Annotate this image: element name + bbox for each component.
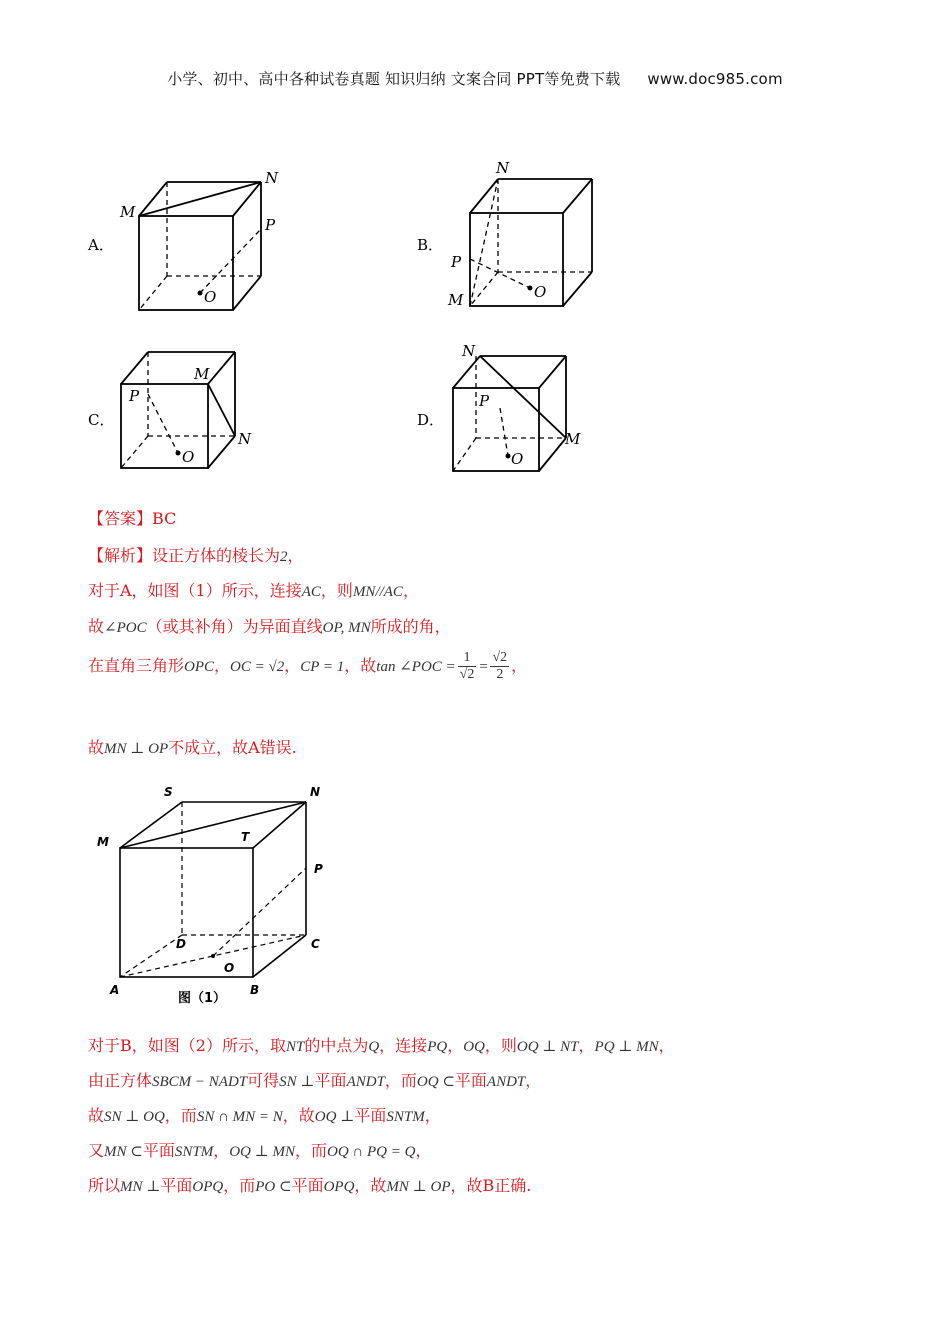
punct: ， (578, 1036, 595, 1055)
label-n-d: N (462, 342, 476, 360)
label-p: P (314, 862, 323, 876)
punct: ， (402, 581, 419, 600)
analysis-text: ，故B正确. (450, 1176, 532, 1195)
figure-1 (90, 775, 350, 1010)
partb-line-3 (88, 1103, 441, 1126)
analysis-text: 平面 (142, 1141, 175, 1160)
cube-figure-a (110, 165, 290, 315)
math-expr: MN ⊥ (120, 1179, 161, 1195)
label-n: N (310, 785, 321, 799)
punct: ， (511, 656, 528, 675)
label-s: S (164, 785, 173, 799)
math-expr: OPQ (323, 1179, 355, 1195)
math-expr: PQ (427, 1039, 448, 1055)
cube-figure-b (445, 155, 615, 315)
fraction-numerator: √2 (492, 650, 508, 665)
option-d-label: D． (417, 411, 445, 429)
analysis-text: ，而 (223, 1176, 256, 1195)
label-n-b: N (496, 159, 510, 177)
label-n-a: N (265, 169, 279, 187)
fraction-denominator: 2 (496, 667, 504, 682)
label-o-d: O (511, 450, 524, 468)
math-expr: SNTM (386, 1109, 425, 1125)
analysis-text: ，而 (164, 1106, 197, 1125)
punct: ， (214, 656, 231, 675)
math-expr: OQ ⊂ (416, 1074, 455, 1090)
punct: ， (213, 1141, 230, 1160)
analysis-text: 平面 (160, 1176, 193, 1195)
label-p-b: P (451, 253, 462, 271)
answer-tag: 【答案】 (88, 509, 153, 528)
analysis-line-2 (88, 578, 419, 601)
label-o-c: O (182, 448, 195, 466)
math-edge-length: 2 (280, 549, 288, 565)
analysis-text: ，则 (484, 1036, 517, 1055)
math-expr: SN ∩ MN = N (196, 1109, 283, 1125)
math-expr: OQ ⊥ MN (229, 1144, 295, 1160)
math-expr: ANDT (486, 1074, 526, 1090)
math-expr: AC (301, 584, 321, 600)
point-o-fig1 (211, 954, 215, 958)
fraction-denominator: √2 (459, 667, 475, 682)
label-b: B (250, 983, 260, 997)
math-expr: MN ⊥ OP (104, 741, 169, 757)
analysis-text: 故 (88, 738, 105, 757)
math-expr: OP, MN (322, 620, 371, 636)
label-m-a: M (120, 203, 136, 221)
analysis-line-1 (88, 543, 304, 566)
analysis-text: 故 (88, 1106, 105, 1125)
analysis-text: 所以 (88, 1176, 121, 1195)
fraction-2 (490, 650, 509, 683)
math-expr: tan ∠POC = (376, 659, 456, 675)
cube-d-hidden-edges (453, 356, 566, 471)
math-expr: SNTM (174, 1144, 214, 1160)
cube-d-edges (453, 356, 566, 471)
punct: ， (415, 1141, 432, 1160)
label-a: A (110, 983, 120, 997)
math-expr: CP = 1 (300, 659, 345, 675)
math-expr: OC = √2 (230, 659, 285, 675)
analysis-text: ，连接 (379, 1036, 428, 1055)
analysis-text: 设正方体的棱长为 (152, 546, 281, 565)
label-m: M (97, 835, 109, 849)
figure-1-edges (120, 802, 306, 977)
figure-1-caption: 图（1） (178, 991, 227, 1006)
analysis-text: 由正方体 (88, 1071, 153, 1090)
analysis-text: 的中点为 (304, 1036, 369, 1055)
analysis-text: 不成立，故A错误. (168, 738, 297, 757)
option-b-label: B． (417, 236, 444, 254)
analysis-text: 对于B，如图（2）所示，取 (88, 1036, 286, 1055)
answer-value: BC (152, 509, 177, 528)
analysis-line-4 (88, 650, 527, 683)
math-expr: ANDT (346, 1074, 385, 1090)
label-o-b: O (534, 283, 547, 301)
header-text: 小学、初中、高中各种试卷真题 知识归纳 文案合同 PPT等免费下载 (167, 70, 621, 88)
analysis-text: 可得 (247, 1071, 280, 1090)
label-m-d: M (565, 430, 581, 448)
label-o: O (224, 961, 235, 975)
analysis-text: 对于A，如图（1）所示，连接 (88, 581, 302, 600)
point-o-b (528, 286, 533, 291)
analysis-text: 平面 (454, 1071, 487, 1090)
analysis-text: 平面 (354, 1106, 387, 1125)
page-header (0, 68, 950, 89)
math-expr: OQ ⊥ NT (516, 1039, 579, 1055)
cube-figure-c (100, 340, 270, 475)
math-expr: OPC (184, 659, 215, 675)
option-a-label: A． (88, 236, 114, 254)
punct: ， (658, 1036, 675, 1055)
analysis-text: ，则 (320, 581, 353, 600)
math-expr: OQ (463, 1039, 485, 1055)
analysis-text: 故 (88, 617, 105, 636)
analysis-line-3 (88, 614, 451, 637)
analysis-text: 又 (88, 1141, 105, 1160)
math-expr: = (478, 659, 489, 675)
math-expr: SN ⊥ OQ (104, 1109, 165, 1125)
fraction-1 (458, 650, 477, 683)
analysis-text: ，而 (384, 1071, 417, 1090)
cube-figure-d (440, 340, 610, 480)
analysis-text: ，而 (295, 1141, 328, 1160)
math-expr: MN ⊂ (104, 1144, 143, 1160)
label-d: D (176, 937, 186, 951)
punct: ， (284, 656, 301, 675)
math-expr: Q (368, 1039, 380, 1055)
label-m-b: M (448, 291, 464, 309)
option-c-label: C． (88, 411, 115, 429)
analysis-text: 在直角三角形 (88, 656, 185, 675)
label-p-a: P (265, 216, 276, 234)
label-n-c: N (238, 430, 252, 448)
math-expr: OPQ (192, 1179, 224, 1195)
analysis-line-5 (88, 735, 297, 758)
fraction-numerator: 1 (458, 650, 477, 667)
answer-line (88, 506, 176, 529)
math-expr: OQ ∩ PQ = Q (327, 1144, 416, 1160)
math-expr: MN//AC (352, 584, 403, 600)
punct: ， (287, 546, 304, 565)
analysis-text: ，故 (282, 1106, 315, 1125)
punct: ， (525, 1071, 542, 1090)
analysis-text: 所成的角， (370, 617, 451, 636)
analysis-text: ，故 (354, 1176, 387, 1195)
math-expr: SBCM − NADT (152, 1074, 248, 1090)
point-o-d (506, 454, 511, 459)
math-expr: ∠POC (104, 620, 147, 636)
math-expr: PQ ⊥ MN (594, 1039, 659, 1055)
analysis-text: ，故 (344, 656, 377, 675)
point-o-a (198, 291, 203, 296)
partb-line-5 (88, 1173, 531, 1196)
label-p-d: P (479, 392, 490, 410)
label-p-c: P (129, 387, 140, 405)
math-expr: SN ⊥ (279, 1074, 315, 1090)
partb-line-1 (88, 1033, 675, 1056)
label-o-a: O (204, 288, 217, 306)
math-expr: OQ ⊥ (314, 1109, 355, 1125)
label-m-c: M (194, 365, 210, 383)
math-expr: MN ⊥ OP (386, 1179, 451, 1195)
partb-line-4 (88, 1138, 431, 1161)
label-t: T (241, 830, 250, 844)
math-expr: NT (285, 1039, 305, 1055)
analysis-text: 平面 (314, 1071, 347, 1090)
punct: ， (424, 1106, 441, 1125)
header-site: www.doc985.com (647, 70, 783, 88)
punct: ， (447, 1036, 464, 1055)
analysis-tag: 【解析】 (88, 546, 153, 565)
analysis-text: 平面 (291, 1176, 324, 1195)
point-o-c (176, 451, 181, 456)
partb-line-2 (88, 1068, 541, 1091)
math-expr: PO ⊂ (255, 1179, 292, 1195)
label-c: C (311, 937, 320, 951)
analysis-text: （或其补角）为异面直线 (146, 617, 323, 636)
